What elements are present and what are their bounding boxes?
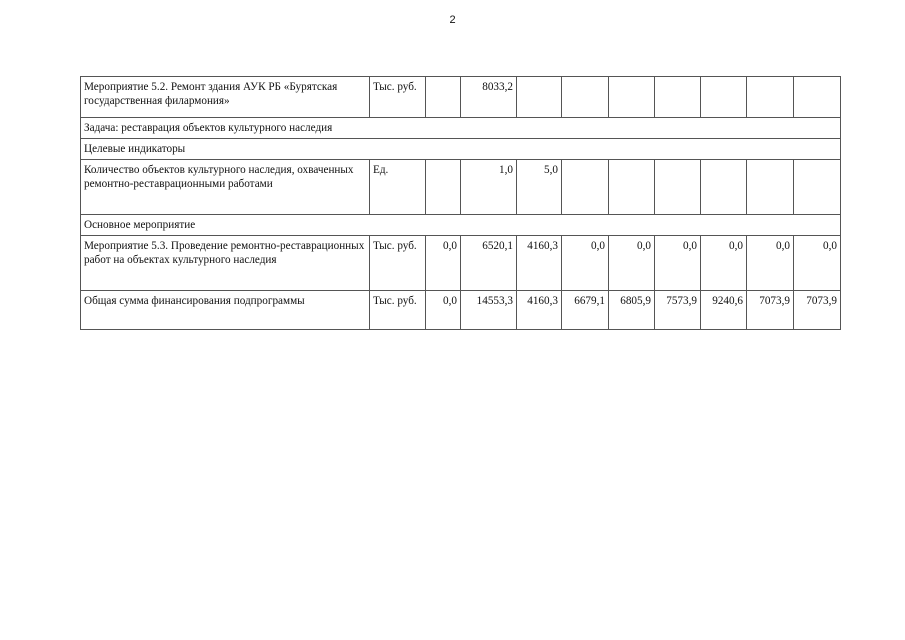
value-cell: 1,0 (461, 160, 517, 215)
table-row (81, 236, 841, 291)
value-cell (794, 160, 841, 215)
value-cell (701, 77, 747, 118)
value-cell: 4160,3 (517, 291, 562, 330)
value-cell: 0,0 (701, 236, 747, 291)
value-cell (701, 160, 747, 215)
activity-name-cell: Количество объектов культурного наследия, охваченных ремонтно-реставрационными работами (81, 160, 370, 215)
value-cell: 7073,9 (747, 291, 794, 330)
value-cell: 0,0 (609, 236, 655, 291)
value-cell: 9240,6 (701, 291, 747, 330)
value-cell (517, 77, 562, 118)
value-cell (562, 160, 609, 215)
section-heading: Основное мероприятие (81, 215, 841, 236)
value-cell (655, 77, 701, 118)
section-row (81, 139, 841, 160)
value-cell: 6805,9 (609, 291, 655, 330)
value-cell (655, 160, 701, 215)
page-number: 2 (449, 14, 456, 26)
value-cell: 0,0 (426, 291, 461, 330)
value-cell: 0,0 (747, 236, 794, 291)
section-heading: Задача: реставрация объектов культурного наследия (81, 118, 841, 139)
value-cell (426, 77, 461, 118)
section-row (81, 215, 841, 236)
table-row (81, 77, 841, 118)
unit-cell: Тыс. руб. (370, 291, 426, 330)
value-cell: 14553,3 (461, 291, 517, 330)
value-cell: 4160,3 (517, 236, 562, 291)
value-cell: 8033,2 (461, 77, 517, 118)
value-cell: 7573,9 (655, 291, 701, 330)
value-cell: 5,0 (517, 160, 562, 215)
program-financing-table (80, 76, 841, 330)
value-cell (609, 160, 655, 215)
value-cell (426, 160, 461, 215)
value-cell: 7073,9 (794, 291, 841, 330)
activity-name-cell: Мероприятие 5.3. Проведение ремонтно-реставрационных работ на объектах культурного наследия (81, 236, 370, 291)
value-cell: 0,0 (655, 236, 701, 291)
value-cell (747, 77, 794, 118)
value-cell: 0,0 (794, 236, 841, 291)
unit-cell: Тыс. руб. (370, 236, 426, 291)
unit-cell: Ед. (370, 160, 426, 215)
activity-name-cell: Мероприятие 5.2. Ремонт здания АУК РБ «Бурятская государственная филармония» (81, 77, 370, 118)
section-heading: Целевые индикаторы (81, 139, 841, 160)
activity-name-cell: Общая сумма финансирования подпрограммы (81, 291, 370, 330)
value-cell (794, 77, 841, 118)
value-cell: 0,0 (426, 236, 461, 291)
value-cell: 6679,1 (562, 291, 609, 330)
value-cell: 0,0 (562, 236, 609, 291)
value-cell: 6520,1 (461, 236, 517, 291)
value-cell (562, 77, 609, 118)
unit-cell: Тыс. руб. (370, 77, 426, 118)
table-row (81, 291, 841, 330)
value-cell (609, 77, 655, 118)
table-row (81, 160, 841, 215)
value-cell (747, 160, 794, 215)
section-row (81, 118, 841, 139)
